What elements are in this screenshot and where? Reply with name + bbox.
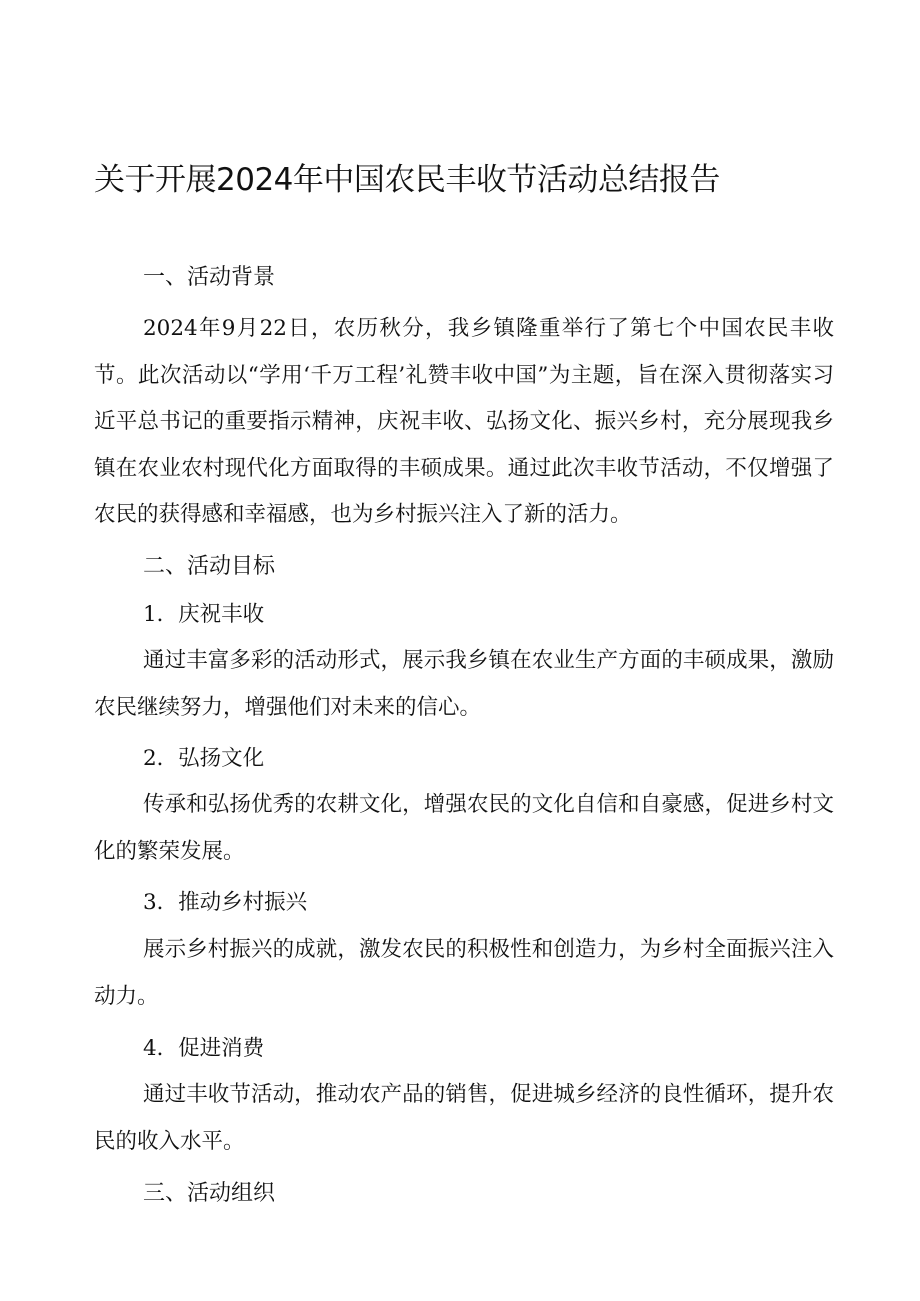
goal-item-text: 通过丰收节活动，推动农产品的销售，促进城乡经济的良性循环，提升农民的收入水平。 [94, 1082, 834, 1154]
goal-item-label: 1．庆祝丰收 [143, 602, 265, 627]
goal-item-text: 传承和弘扬优秀的农耕文化，增强农民的文化自信和自豪感，促进乡村文化的繁荣发展。 [94, 792, 834, 864]
document-title: 关于开展2024年中国农民丰收节活动总结报告 [94, 162, 720, 198]
section-heading-background: 一、活动背景 [143, 265, 276, 290]
goal-item-label: 2．弘扬文化 [143, 746, 265, 771]
section-heading-organization: 三、活动组织 [143, 1181, 276, 1206]
goal-item-text: 展示乡村振兴的成就，激发农民的积极性和创造力，为乡村全面振兴注入动力。 [94, 937, 834, 1009]
goal-item-label: 3．推动乡村振兴 [143, 890, 308, 915]
background-paragraph: 2024年9月22日，农历秋分，我乡镇隆重举行了第七个中国农民丰收节。此次活动以“学用‘千万工程’礼赞丰收中国”为主题，旨在深入贯彻落实习近平总书记的重要指示精神，庆祝丰收、弘扬文化、振兴乡村，充分展现我乡镇在农业农村现代化方面取得的丰硕成果。通过此次丰收节活动，不仅增强了农民的获得感和幸福感，也为乡村振兴注入了新的活力。 [94, 316, 834, 527]
goal-item-text: 通过丰富多彩的活动形式，展示我乡镇在农业生产方面的丰硕成果，激励农民继续努力，增强他们对未来的信心。 [94, 648, 834, 720]
goal-item-label: 4．促进消费 [143, 1036, 265, 1061]
section-heading-goals: 二、活动目标 [143, 554, 276, 579]
